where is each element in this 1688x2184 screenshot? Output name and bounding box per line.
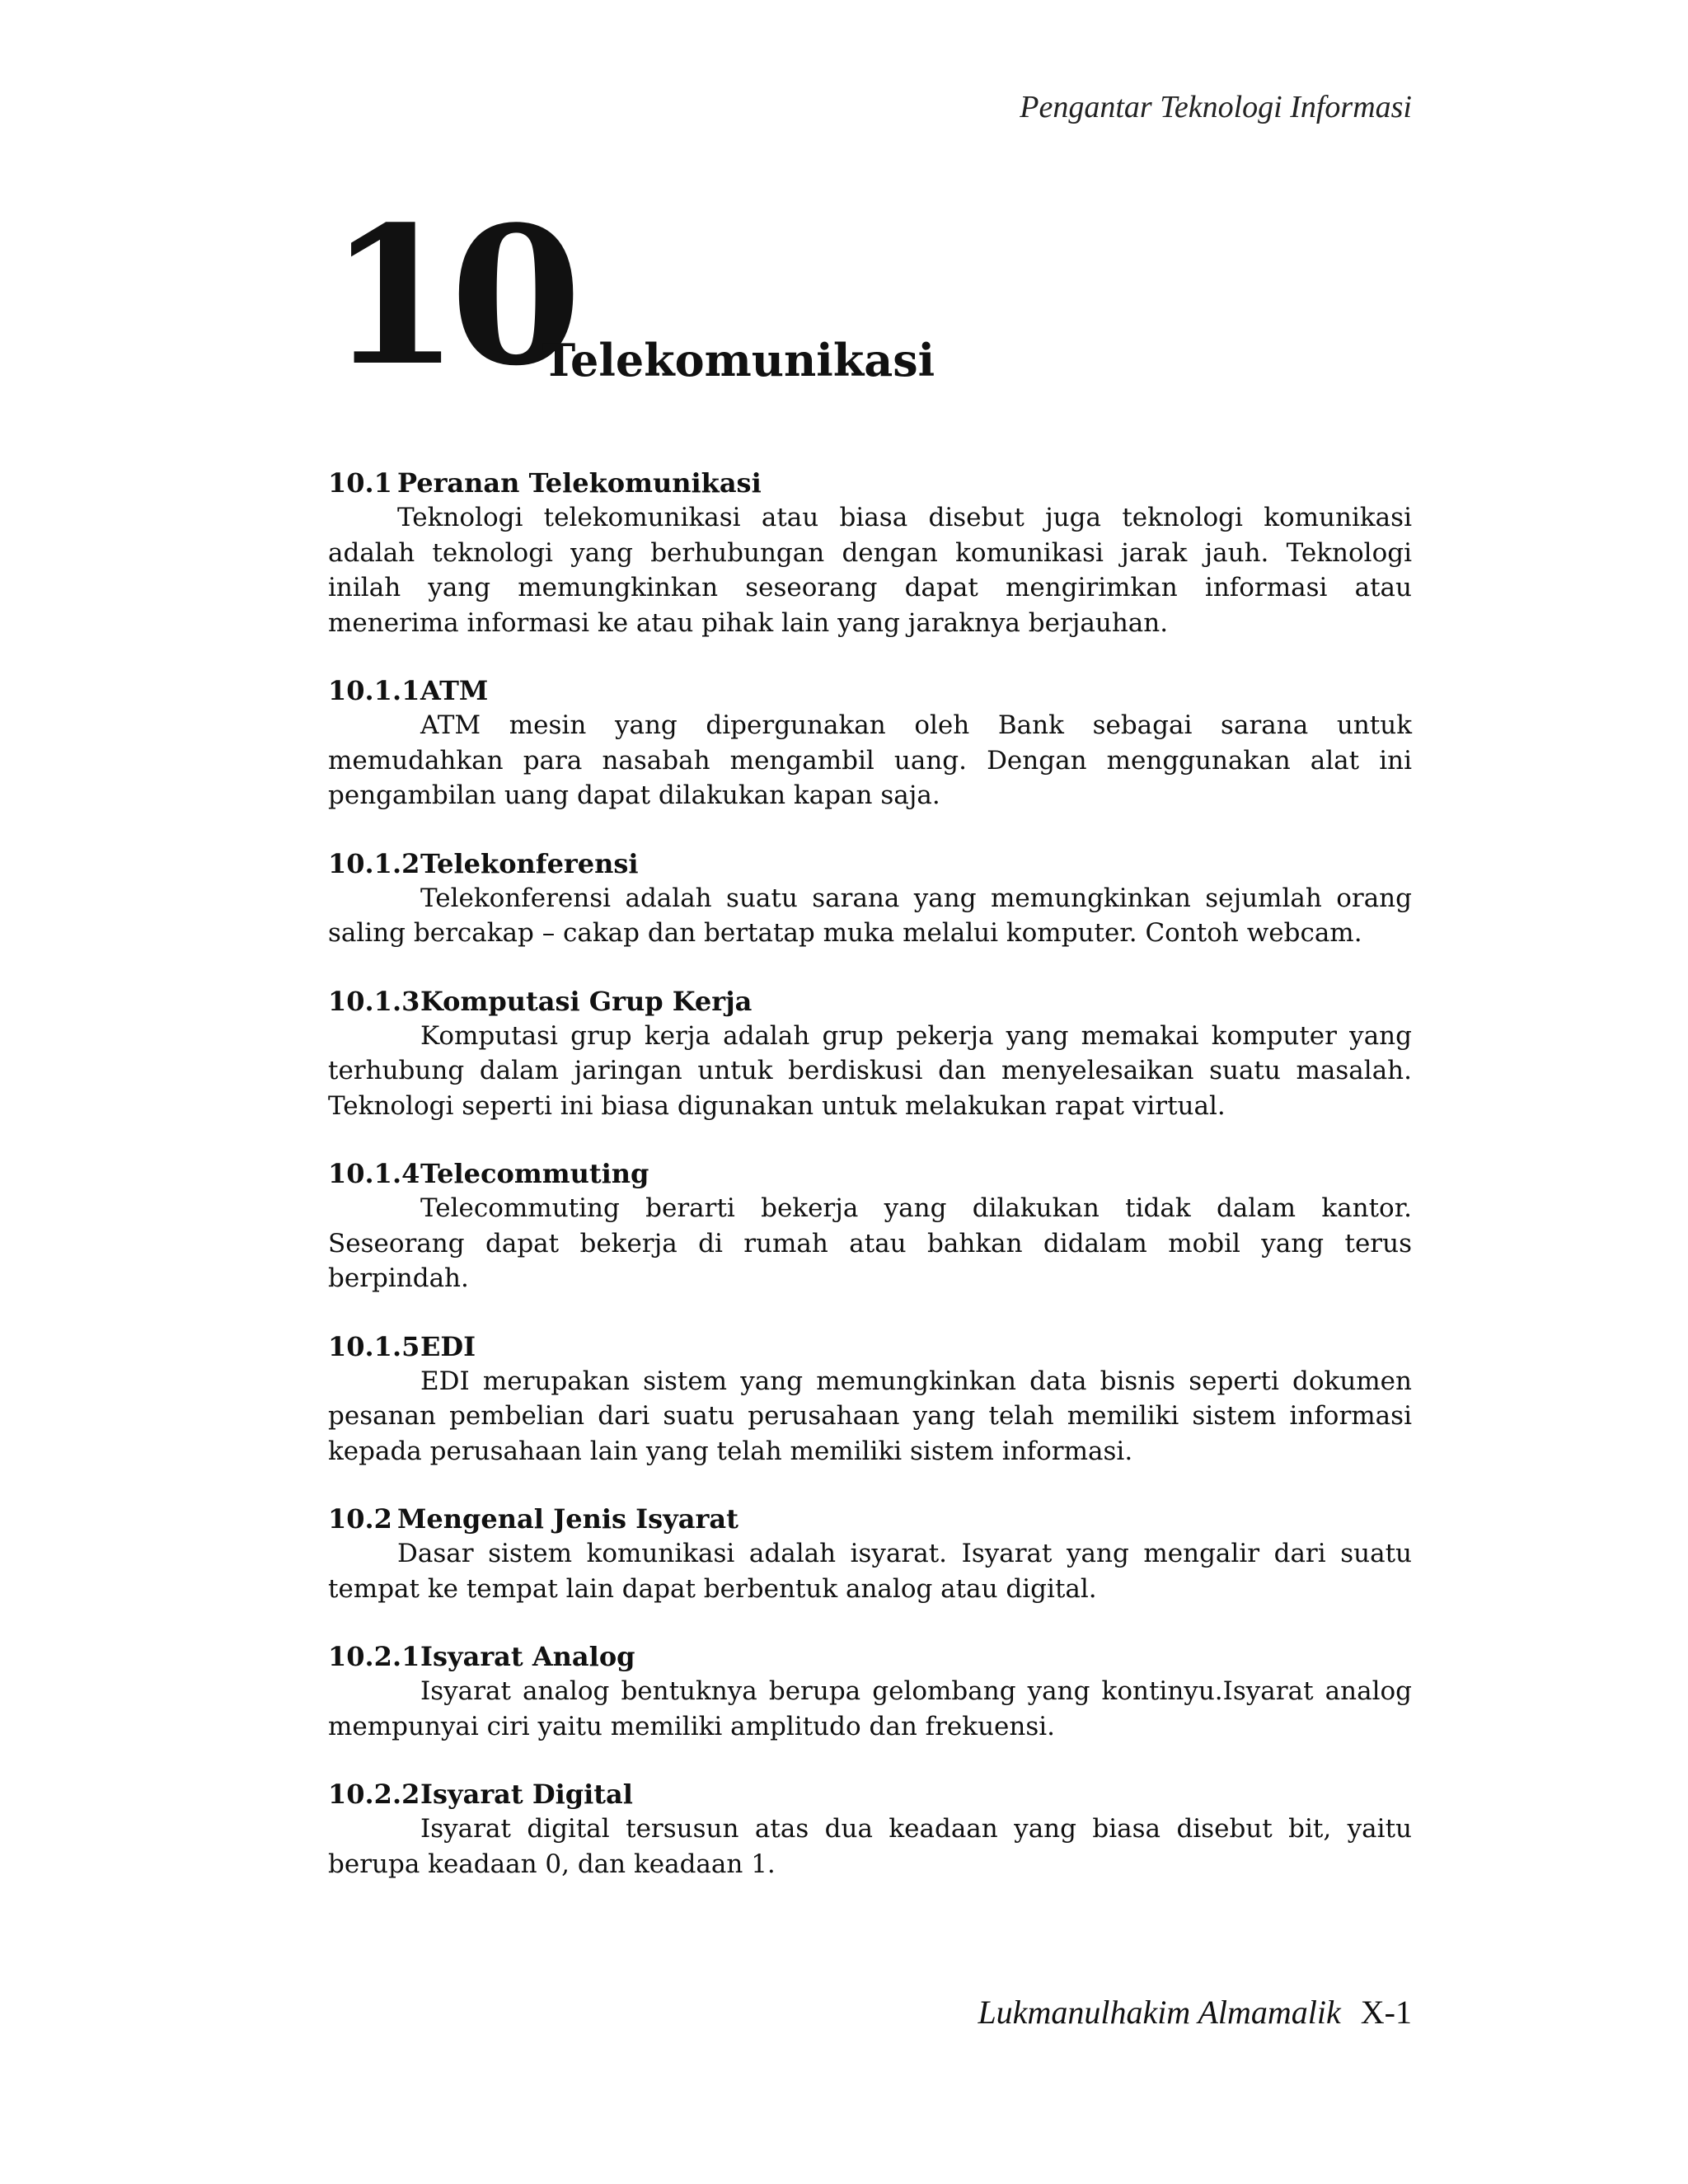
subsection-heading — [328, 1777, 1412, 1811]
page-number: X-1 — [1360, 1994, 1412, 2031]
subsection-number: 10.1.2 — [328, 847, 420, 879]
subsection-paragraph: EDI merupakan sistem yang memungkinkan data bisnis seperti dokumen pesanan pembelian dari suatu perusahaan yang telah memiliki sistem informasi kepada perusahaan lain yang telah memiliki sistem informasi. — [328, 1366, 1412, 1466]
subsection-number: 10.2.2 — [328, 1779, 420, 1810]
section-number: 10.1 — [328, 467, 392, 499]
subsection-title: Telecommuting — [420, 1158, 649, 1189]
subsection-title: ATM — [420, 675, 489, 706]
subsection-heading — [328, 1329, 1412, 1364]
section-10-1-3 — [328, 984, 1412, 1124]
section-10-1-5 — [328, 1329, 1412, 1469]
section-paragraph: Teknologi telekomunikasi atau biasa disebut juga teknologi komunikasi adalah teknologi yang berhubungan dengan komunikasi jarak jauh. Teknologi inilah yang memungkinkan seseorang dapat mengirimkan informasi atau menerima informasi ke atau pihak lain yang jaraknya berjauhan. — [328, 503, 1412, 638]
subsection-paragraph: Telecommuting berarti bekerja yang dilakukan tidak dalam kantor. Seseorang dapat bekerja di rumah atau bahkan didalam mobil yang terus berpindah. — [328, 1193, 1412, 1293]
section-10-1-1 — [328, 673, 1412, 813]
section-10-2-2 — [328, 1777, 1412, 1882]
chapter-content — [328, 466, 1412, 1915]
subsection-paragraph: Isyarat analog bentuknya berupa gelombang yang kontinyu.Isyarat analog mempunyai ciri yaitu memiliki amplitudo dan frekuensi. — [328, 1676, 1412, 1741]
section-heading — [328, 466, 1412, 500]
section-heading — [328, 1502, 1412, 1536]
footer-author: Lukmanulhakim Almamalik — [978, 1994, 1341, 2031]
chapter-title: Telekomunikasi — [542, 334, 935, 387]
subsection-title: Komputasi Grup Kerja — [420, 985, 753, 1017]
subsection-title: Telekonferensi — [420, 847, 639, 879]
section-10-2 — [328, 1502, 1412, 1606]
subsection-number: 10.1.1 — [328, 675, 420, 706]
subsection-heading — [328, 984, 1412, 1019]
subsection-number: 10.1.4 — [328, 1158, 420, 1189]
section-paragraph: Dasar sistem komunikasi adalah isyarat. Isyarat yang mengalir dari suatu tempat ke tempat lain dapat berbentuk analog atau digital. — [328, 1539, 1412, 1604]
subsection-title: Isyarat Analog — [420, 1641, 635, 1672]
subsection-title: Isyarat Digital — [420, 1779, 633, 1810]
section-10-1-4 — [328, 1156, 1412, 1296]
subsection-heading — [328, 846, 1412, 881]
subsection-paragraph: Telekonferensi adalah suatu sarana yang memungkinkan sejumlah orang saling bercakap – cakap dan bertatap muka melalui komputer. Contoh webcam. — [328, 883, 1412, 948]
running-footer — [978, 1993, 1412, 2032]
section-number: 10.2 — [328, 1503, 392, 1535]
chapter-number: 10 — [328, 185, 573, 408]
subsection-title: EDI — [420, 1330, 476, 1362]
section-10-2-1 — [328, 1639, 1412, 1744]
section-10-1 — [328, 466, 1412, 640]
subsection-heading — [328, 1156, 1412, 1191]
subsection-paragraph: Isyarat digital tersusun atas dua keadaan yang biasa disebut bit, yaitu berupa keadaan 0, dan keadaan 1. — [328, 1814, 1412, 1879]
running-header: Pengantar Teknologi Informasi — [1020, 90, 1412, 124]
subsection-heading — [328, 673, 1412, 708]
subsection-number: 10.2.1 — [328, 1641, 420, 1672]
subsection-number: 10.1.3 — [328, 985, 420, 1017]
section-title: Mengenal Jenis Isyarat — [397, 1503, 738, 1535]
subsection-paragraph: Komputasi grup kerja adalah grup pekerja yang memakai komputer yang terhubung dalam jaringan untuk berdiskusi dan menyelesaikan suatu masalah. Teknologi seperti ini biasa digunakan untuk melakukan rapat virtual. — [328, 1020, 1412, 1121]
section-10-1-2 — [328, 846, 1412, 951]
subsection-heading — [328, 1639, 1412, 1674]
section-title: Peranan Telekomunikasi — [397, 467, 762, 499]
subsection-number: 10.1.5 — [328, 1330, 420, 1362]
subsection-paragraph: ATM mesin yang dipergunakan oleh Bank sebagai sarana untuk memudahkan para nasabah mengambil uang. Dengan menggunakan alat ini pengambilan uang dapat dilakukan kapan saja. — [328, 710, 1412, 810]
